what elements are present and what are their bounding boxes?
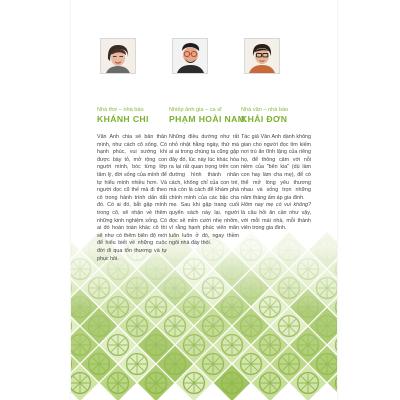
quote-paragraph: Vân Anh chia sẻ bản thân mình, như cách cô sống. Có hạnh phúc, vui sướng khi được bày tỏ, mở rộng con người mình, bóc từng lớp tâm lý, đời sống của mình để tự hiểu mình nhiều hơn. Và người đọc cũ thế mà đi theo cô trong hành trình dấn dắt đó. Có ai đó, bắt gặp mình trong cô, sẽ nhận về thêm những kinh nghiệm sống. Có ai đó hoàn toàn khác cô thì sẽ như có thêm biên độ mới để hiểu biết về những cuộc đời đi qua tổn thương và tự phục hồi. <box>97 134 167 262</box>
man-glasses-portrait-icon <box>173 39 207 73</box>
woman-portrait-icon <box>101 39 135 73</box>
quote-italic-question: Hôm nay mẹ có vui không? <box>241 202 311 209</box>
book-page <box>71 0 337 400</box>
author-role: Nhiếp ảnh gia – ca sĩ <box>169 107 222 113</box>
author-name: PHẠM HOÀI NAM <box>169 114 246 124</box>
author-column-khanh-chi <box>97 38 167 263</box>
quote-paragraph: Những điều dường như rất nhỏ nhặt hằng ngày, thứ mà ai ai trong chúng ta cũng gặp đây đó, lúc này lúc khác hóa ra lại rất quan trọng trên con đường hình thành nhân cách, không chỉ của con trẻ, mà còn là cách để khám phá chính mình của các bậc cha mẹ. Sau khi gập trang cuối quyển sách này lại, người đọc sẽ mỉm cười nhẹ nhõm, vì rằng hạnh phúc viên mãn luôn luôn ở đó, ngay thềm ngôi nhà đầy thói. <box>169 134 239 247</box>
author-quote <box>169 134 239 248</box>
author-column-pham-hoai-nam <box>169 38 246 248</box>
quote-closing <box>241 202 311 232</box>
woman-glasses-portrait-icon <box>245 39 279 73</box>
author-quote <box>241 134 311 233</box>
author-column-khai-don <box>241 38 311 233</box>
author-photo <box>244 38 280 74</box>
quote-closing-text: là câu hỏi ân cần như vậy, với mỗi mái nhà, mỗi thành viên trong gia đình. <box>241 209 311 232</box>
quote-paragraph: Tác giả Vân Anh dành không gian cho người đọc tìm kiếm nơi trú ẩn tĩnh lặng của riêng họ, để thông cảm với nỗi niềm của "bên kia" (dù làm con hay làm cha mẹ), để có thể mở lòng yêu thương nhau và sống trọn những năm tháng ấm áp gia đình. <box>241 134 311 201</box>
author-photo <box>172 38 208 74</box>
author-role: Nhà thơ – nhà báo <box>97 107 144 113</box>
author-name: KHẢI ĐƠN <box>241 114 288 124</box>
author-name: KHÁNH CHI <box>97 114 149 124</box>
author-role: Nhà văn – nhà báo <box>241 107 289 113</box>
author-quote <box>97 134 167 263</box>
author-photo <box>100 38 136 74</box>
